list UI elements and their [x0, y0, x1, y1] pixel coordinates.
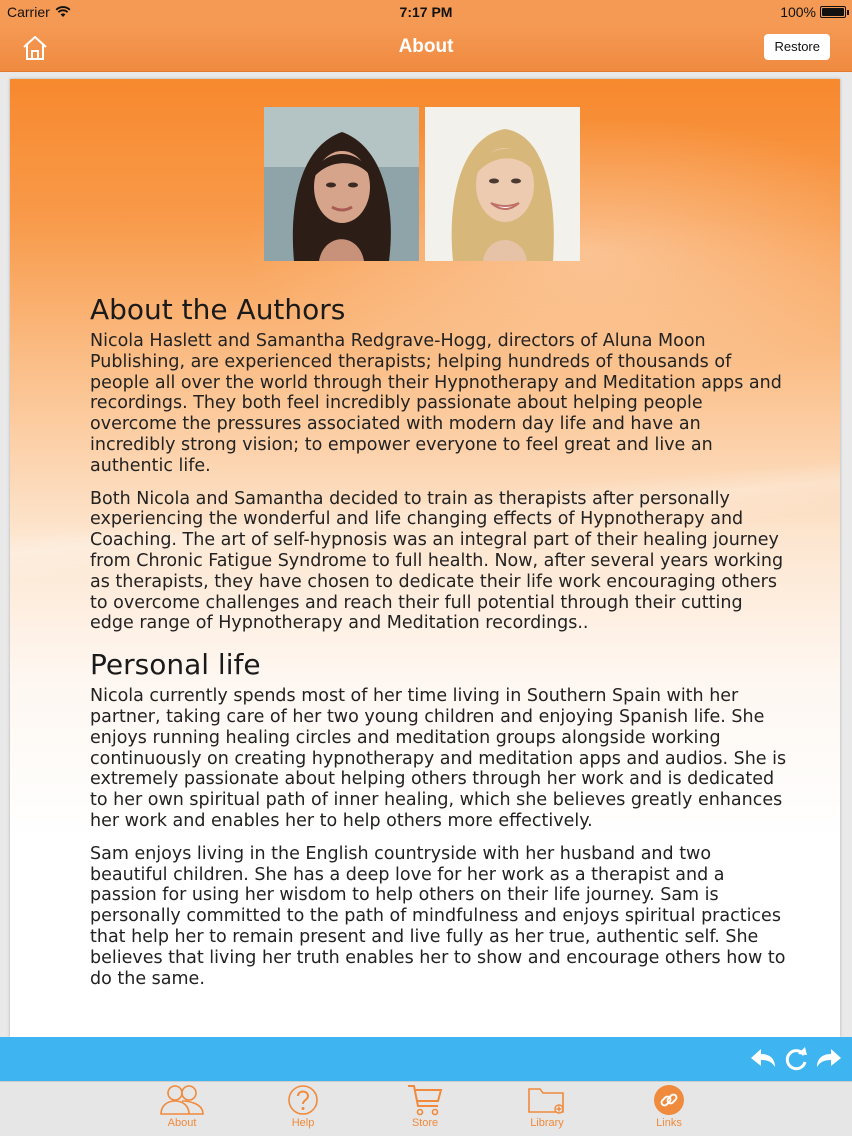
browser-toolbar	[0, 1037, 852, 1081]
link-icon	[652, 1084, 686, 1116]
tab-links-label: Links	[656, 1117, 682, 1129]
authors-paragraph-1: Nicola Haslett and Samantha Redgrave-Hogg, directors of Aluna Moon Publishing, are experienced therapists; helping hundreds of thousands of people all over the world through their Hypnotherapy and Meditation apps and recordings. They both feel incredibly passionate about helping people overcome the pressures associated with modern day life and have an incredibly strong vision; to empower everyone to feel great and live an authentic life.	[90, 331, 782, 476]
status-bar	[0, 0, 852, 24]
back-arrow-icon	[748, 1044, 778, 1074]
tab-help[interactable]	[263, 1084, 343, 1136]
forward-arrow-icon	[814, 1044, 844, 1074]
tab-bar	[0, 1081, 852, 1136]
people-icon	[158, 1084, 206, 1116]
back-button[interactable]	[748, 1044, 778, 1074]
reload-button[interactable]	[781, 1044, 811, 1074]
author-photo-samantha	[425, 107, 580, 261]
carrier-label: Carrier	[7, 4, 50, 20]
cart-icon	[406, 1084, 444, 1116]
clock: 7:17 PM	[399, 4, 453, 20]
forward-button[interactable]	[814, 1044, 844, 1074]
section-title-personal-life: Personal life	[90, 648, 261, 682]
personal-paragraph-2: Sam enjoys living in the English countryside with her husband and two beautiful children. She has a deep love for her work as a therapist and a passion for using her wisdom to help others on their life journey. Sam is personally committed to the path of mindfulness and enjoys spiritual practices that help her to remain present and live fully as her true, authentic self. She believes that living her truth enables her to show and encourage others how to do the same.	[90, 843, 786, 989]
about-text	[90, 293, 790, 1001]
nav-bar	[0, 24, 852, 72]
battery-percent: 100%	[780, 4, 816, 20]
reload-icon	[781, 1044, 811, 1074]
tab-store-label: Store	[411, 1117, 439, 1129]
personal-paragraph-1: Nicola currently spends most of her time living in Southern Spain with her partner, taking care of her two young children and enjoying Spanish life. She enjoys running healing circles and meditation groups alongside working continuously on creating hypnotherapy and meditation apps and audios. She is extremely passionate about helping others through her work and is dedicated to her own spiritual path of inner healing, which she believes greatly enhances her work and enables her to help others more effectively.	[90, 686, 787, 831]
section-title-authors: About the Authors	[90, 293, 346, 326]
restore-button[interactable]: Restore	[764, 34, 830, 60]
tab-library-label: Library	[530, 1117, 564, 1129]
battery-icon	[820, 6, 846, 18]
authors-paragraph-2: Both Nicola and Samantha decided to train as therapists after personally experiencing the wonderful and life changing effects of Hypnotherapy and Coaching. The art of self-hypnosis was an integral part of their healing journey from Chronic Fatigue Syndrome to full health. Now, after several years working as therapists, they have chosen to dedicate their life work encouraging others to overcome challenges and reach their full potential through their cutting edge range of Hypnotherapy and Meditation recordings..	[90, 488, 784, 634]
tab-about-label: About	[167, 1117, 197, 1129]
battery-indicator	[780, 4, 846, 20]
tab-store[interactable]	[385, 1084, 465, 1136]
tab-links[interactable]	[629, 1084, 709, 1136]
about-content	[10, 79, 840, 1037]
author-photos	[264, 107, 580, 261]
tab-library[interactable]	[507, 1084, 587, 1136]
folder-icon	[527, 1084, 567, 1116]
question-icon	[286, 1084, 320, 1116]
page-title: About	[398, 36, 454, 57]
author-photo-nicola	[264, 107, 419, 261]
tab-about[interactable]	[142, 1084, 222, 1136]
tab-help-label: Help	[291, 1117, 315, 1129]
